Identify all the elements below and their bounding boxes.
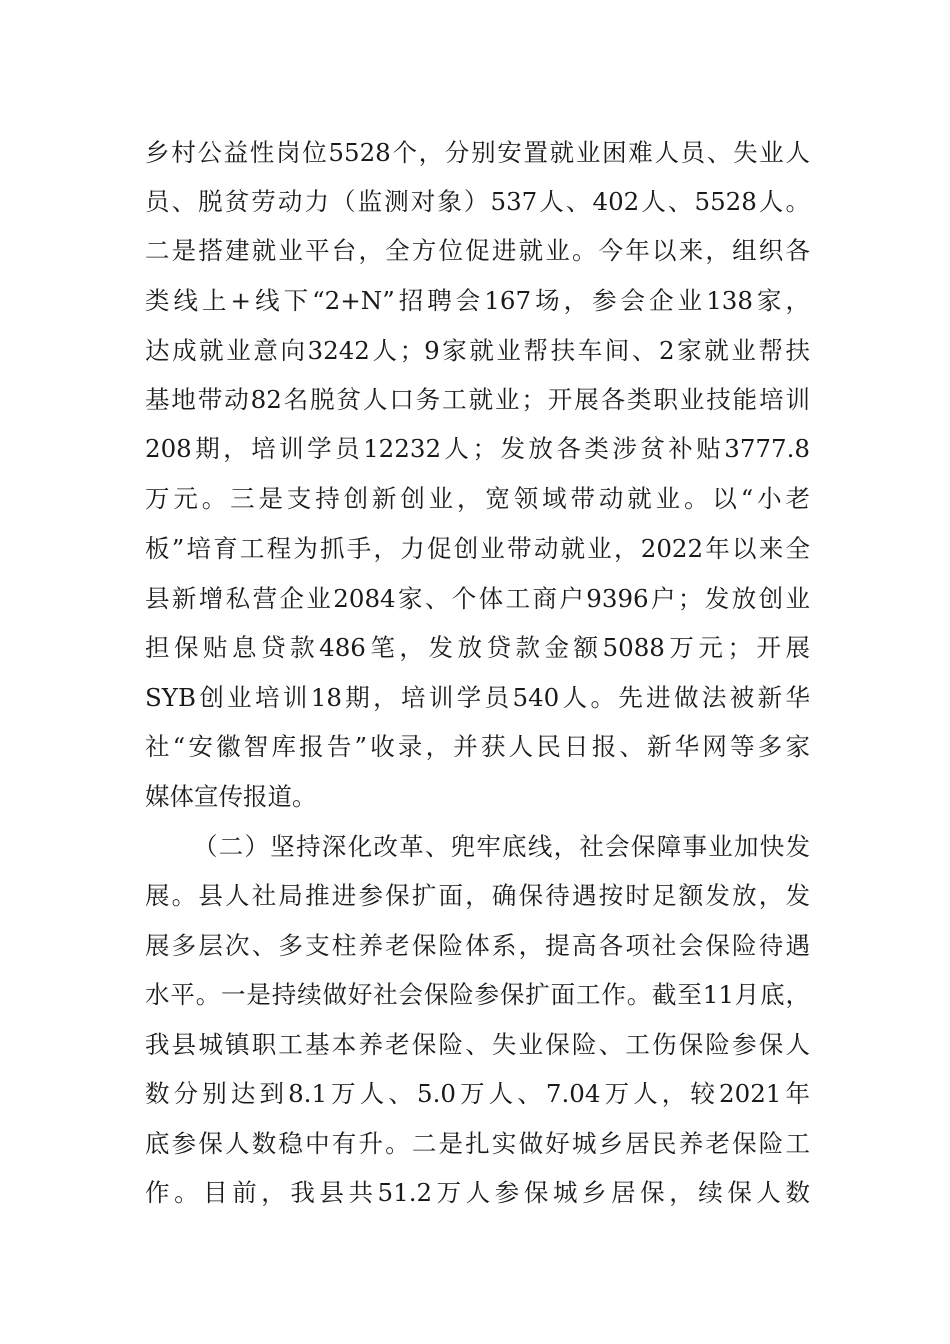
paragraph-line: 类线上+线下“2+N”招聘会167场，参会企业138家， (145, 286, 810, 315)
paragraph-line: 208期，培训学员12232人；发放各类涉贫补贴3777.8 (145, 434, 810, 463)
paragraph-line: 县新增私营企业2084家、个体工商户9396户；发放创业 (145, 584, 810, 613)
paragraph-line: 展多层次、多支柱养老保险体系，提高各项社会保险待遇 (145, 931, 810, 960)
paragraph-line: 水平。一是持续做好社会保险参保扩面工作。截至11月底， (145, 980, 810, 1009)
paragraph-line: 达成就业意向3242人；9家就业帮扶车间、2家就业帮扶 (145, 336, 810, 365)
paragraph-line: 二是搭建就业平台，全方位促进就业。今年以来，组织各 (145, 236, 810, 265)
paragraph-line: SYB创业培训18期，培训学员540人。先进做法被新华 (145, 683, 810, 712)
paragraph-line: 基地带动82名脱贫人口务工就业；开展各类职业技能培训 (145, 385, 810, 414)
paragraph-line: 媒体宣传报道。 (145, 782, 317, 811)
paragraph-line: 数分别达到8.1万人、5.0万人、7.04万人，较2021年 (145, 1079, 810, 1108)
paragraph-line: 乡村公益性岗位5528个，分别安置就业困难人员、失业人 (145, 138, 810, 167)
paragraph-line: 底参保人数稳中有升。二是扎实做好城乡居民养老保险工 (145, 1129, 810, 1158)
paragraph-line: 我县城镇职工基本养老保险、失业保险、工伤保险参保人 (145, 1030, 810, 1059)
paragraph-line: 作。目前，我县共51.2万人参保城乡居保，续保人数 (145, 1178, 810, 1207)
paragraph-line: （二）坚持深化改革、兜牢底线，社会保障事业加快发 (193, 832, 810, 861)
paragraph-line: 员、脱贫劳动力（监测对象）537人、402人、5528人。 (145, 187, 810, 216)
paragraph-line: 展。县人社局推进参保扩面，确保待遇按时足额发放，发 (145, 881, 810, 910)
paragraph-line: 社“安徽智库报告”收录，并获人民日报、新华网等多家 (145, 732, 810, 761)
paragraph-line: 万元。三是支持创新创业，宽领域带动就业。以“小老 (145, 484, 810, 513)
paragraph-line: 板”培育工程为抓手，力促创业带动就业，2022年以来全 (145, 534, 810, 563)
paragraph-line: 担保贴息贷款486笔，发放贷款金额5088万元；开展 (145, 633, 810, 662)
